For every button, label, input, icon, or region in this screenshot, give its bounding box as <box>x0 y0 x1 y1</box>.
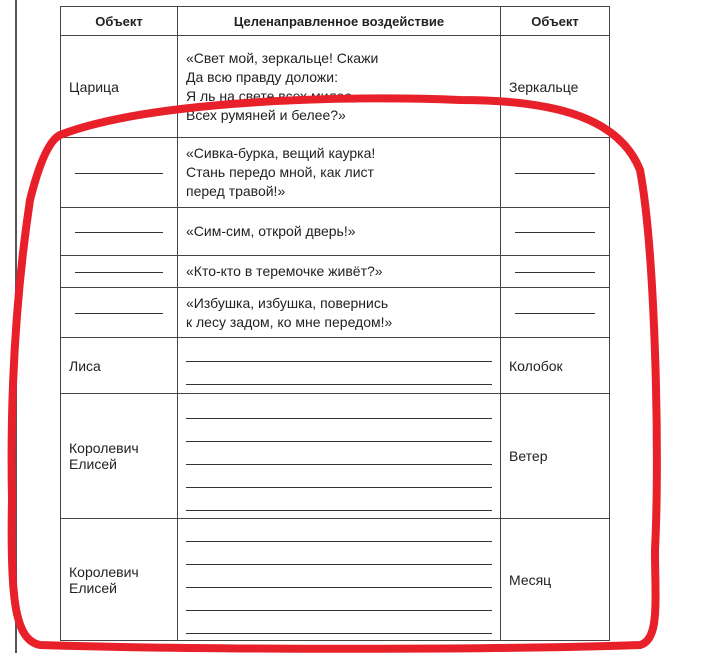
table-row <box>61 36 610 138</box>
header-object-1: Объект <box>61 7 178 36</box>
object-left: Лиса <box>61 338 178 394</box>
worksheet-table <box>60 6 610 641</box>
blank-field[interactable] <box>75 271 163 273</box>
header-object-2: Объект <box>501 7 610 36</box>
blank-field[interactable] <box>75 231 163 233</box>
table-row <box>61 338 610 394</box>
table-row <box>61 256 610 288</box>
answer-lines[interactable] <box>178 394 501 519</box>
quote-line: «Сивка-бурка, вещий каурка! <box>186 145 376 161</box>
blank-field[interactable] <box>515 271 595 273</box>
object-right: Колобок <box>501 338 610 394</box>
quote-line: Стань передо мной, как лист <box>186 164 374 180</box>
quote-line: «Сим-сим, открой дверь!» <box>186 223 356 239</box>
object-left: Царица <box>61 36 178 138</box>
header-action: Целенаправленное воздействие <box>178 7 501 36</box>
blank-field[interactable] <box>75 312 163 314</box>
table-row <box>61 519 610 641</box>
blank-field[interactable] <box>515 231 595 233</box>
quote-line: перед травой!» <box>186 183 286 199</box>
quote-line: Всех румяней и белее?» <box>186 106 346 123</box>
answer-lines[interactable] <box>178 519 501 641</box>
page-edge <box>15 0 17 653</box>
table-row <box>61 208 610 256</box>
table-row <box>61 288 610 338</box>
quote-line: Я ль на свете всех милее, <box>186 87 357 104</box>
quote-line: «Избушка, избушка, повернись <box>186 294 389 311</box>
table-row <box>61 138 610 208</box>
blank-field[interactable] <box>515 312 595 314</box>
quote-line: «Кто-кто в теремочке живёт?» <box>186 263 383 279</box>
quote-line: Да всю правду доложи: <box>186 68 338 85</box>
table-row <box>61 394 610 519</box>
object-right: Месяц <box>501 519 610 641</box>
blank-field[interactable] <box>75 172 163 174</box>
answer-lines[interactable] <box>178 338 501 394</box>
object-right: Ветер <box>501 394 610 519</box>
blank-field[interactable] <box>515 172 595 174</box>
object-right: Зеркальце <box>501 36 610 138</box>
quote-line: к лесу задом, ко мне передом!» <box>186 313 393 330</box>
object-left: Королевич Елисей <box>61 394 178 519</box>
object-left: Королевич Елисей <box>61 519 178 641</box>
quote-line: «Свет мой, зеркальце! Скажи <box>186 49 379 66</box>
